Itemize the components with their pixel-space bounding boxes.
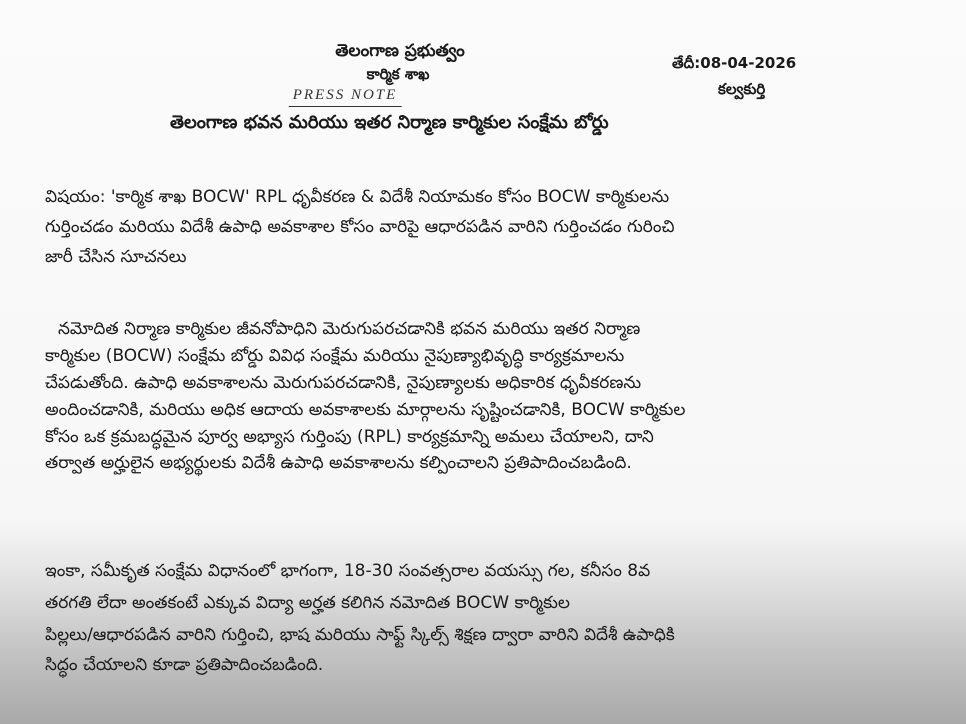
paragraph-line: చేపడుతోంది. ఉపాధి అవకాశాలను మెరుగుపరచడానికి, నైపుణ్యాలకు అధికారిక ధృవీకరణను <box>45 373 642 393</box>
paragraph-line: నమోదిత నిర్మాణ కార్మికుల జీవనోపాధిని మెరుగుపరచడానికి భవన మరియు ఇతర నిర్మాణ <box>58 319 641 339</box>
place: కల్వకుర్తి <box>718 80 766 98</box>
paragraph-line: తర్వాత అర్హులైన అభ్యర్థులకు విదేశీ ఉపాధి అవకాశాలను కల్పించాలని ప్రతిపాదించబడింది. <box>45 453 632 473</box>
subject-line: విషయం: 'కార్మిక శాఖ BOCW' RPL ధృవీకరణ & విదేశీ నియామకం కోసం BOCW కార్మికులను <box>45 187 670 207</box>
paragraph-line: సిద్ధం చేయాలని కూడా ప్రతిపాదించబడింది. <box>45 655 324 675</box>
board-title: తెలంగాణ భవన మరియు ఇతర నిర్మాణ కార్మికుల సంక్షేమ బోర్డు <box>170 112 609 133</box>
subject-line: జారీ చేసిన సూచనలు <box>45 247 187 267</box>
paragraph-line: తరగతి లేదా అంతకంటే ఎక్కువ విద్యా అర్హత కలిగిన నమోదిత BOCW కార్మికుల <box>45 593 570 613</box>
press-note-handwritten: PRESS NOTE <box>289 84 402 107</box>
paragraph-line: కోసం ఒక క్రమబద్ధమైన పూర్వ అభ్యాస గుర్తింపు (RPL) కార్యక్రమాన్ని అమలు చేయాలని, దాని <box>45 427 654 447</box>
government-heading: తెలంగాణ ప్రభుత్వం <box>335 41 465 61</box>
paragraph-line: ఇంకా, సమీకృత సంక్షేమ విధానంలో భాగంగా, 18-30 సంవత్సరాల వయస్సు గల, కనీసం 8వ <box>45 561 651 581</box>
department-heading: కార్మిక శాఖ <box>366 65 430 83</box>
date: తేదీ:08-04-2026 <box>672 54 797 72</box>
paragraph-line: కార్మికుల (BOCW) సంక్షేమ బోర్డు వివిధ సంక్షేమ మరియు నైపుణ్యాభివృద్ధి కార్యక్రమాలను <box>45 346 625 366</box>
paragraph-line: పిల్లలు/ఆధారపడిన వారిని గుర్తించి, భాష మరియు సాఫ్ట్ స్కిల్స్ శిక్షణ ద్వారా వారిని విదేశీ ఉపాధికి <box>45 625 675 645</box>
paragraph-line: అందించడానికి, మరియు అధిక ఆదాయ అవకాశాలకు మార్గాలను సృష్టించడానికి, BOCW కార్మికుల <box>45 400 686 420</box>
subject-line: గుర్తించడం మరియు విదేశీ ఉపాధి అవకాశాల కోసం వారిపై ఆధారపడిన వారిని గుర్తించడం గురించి <box>45 217 675 237</box>
